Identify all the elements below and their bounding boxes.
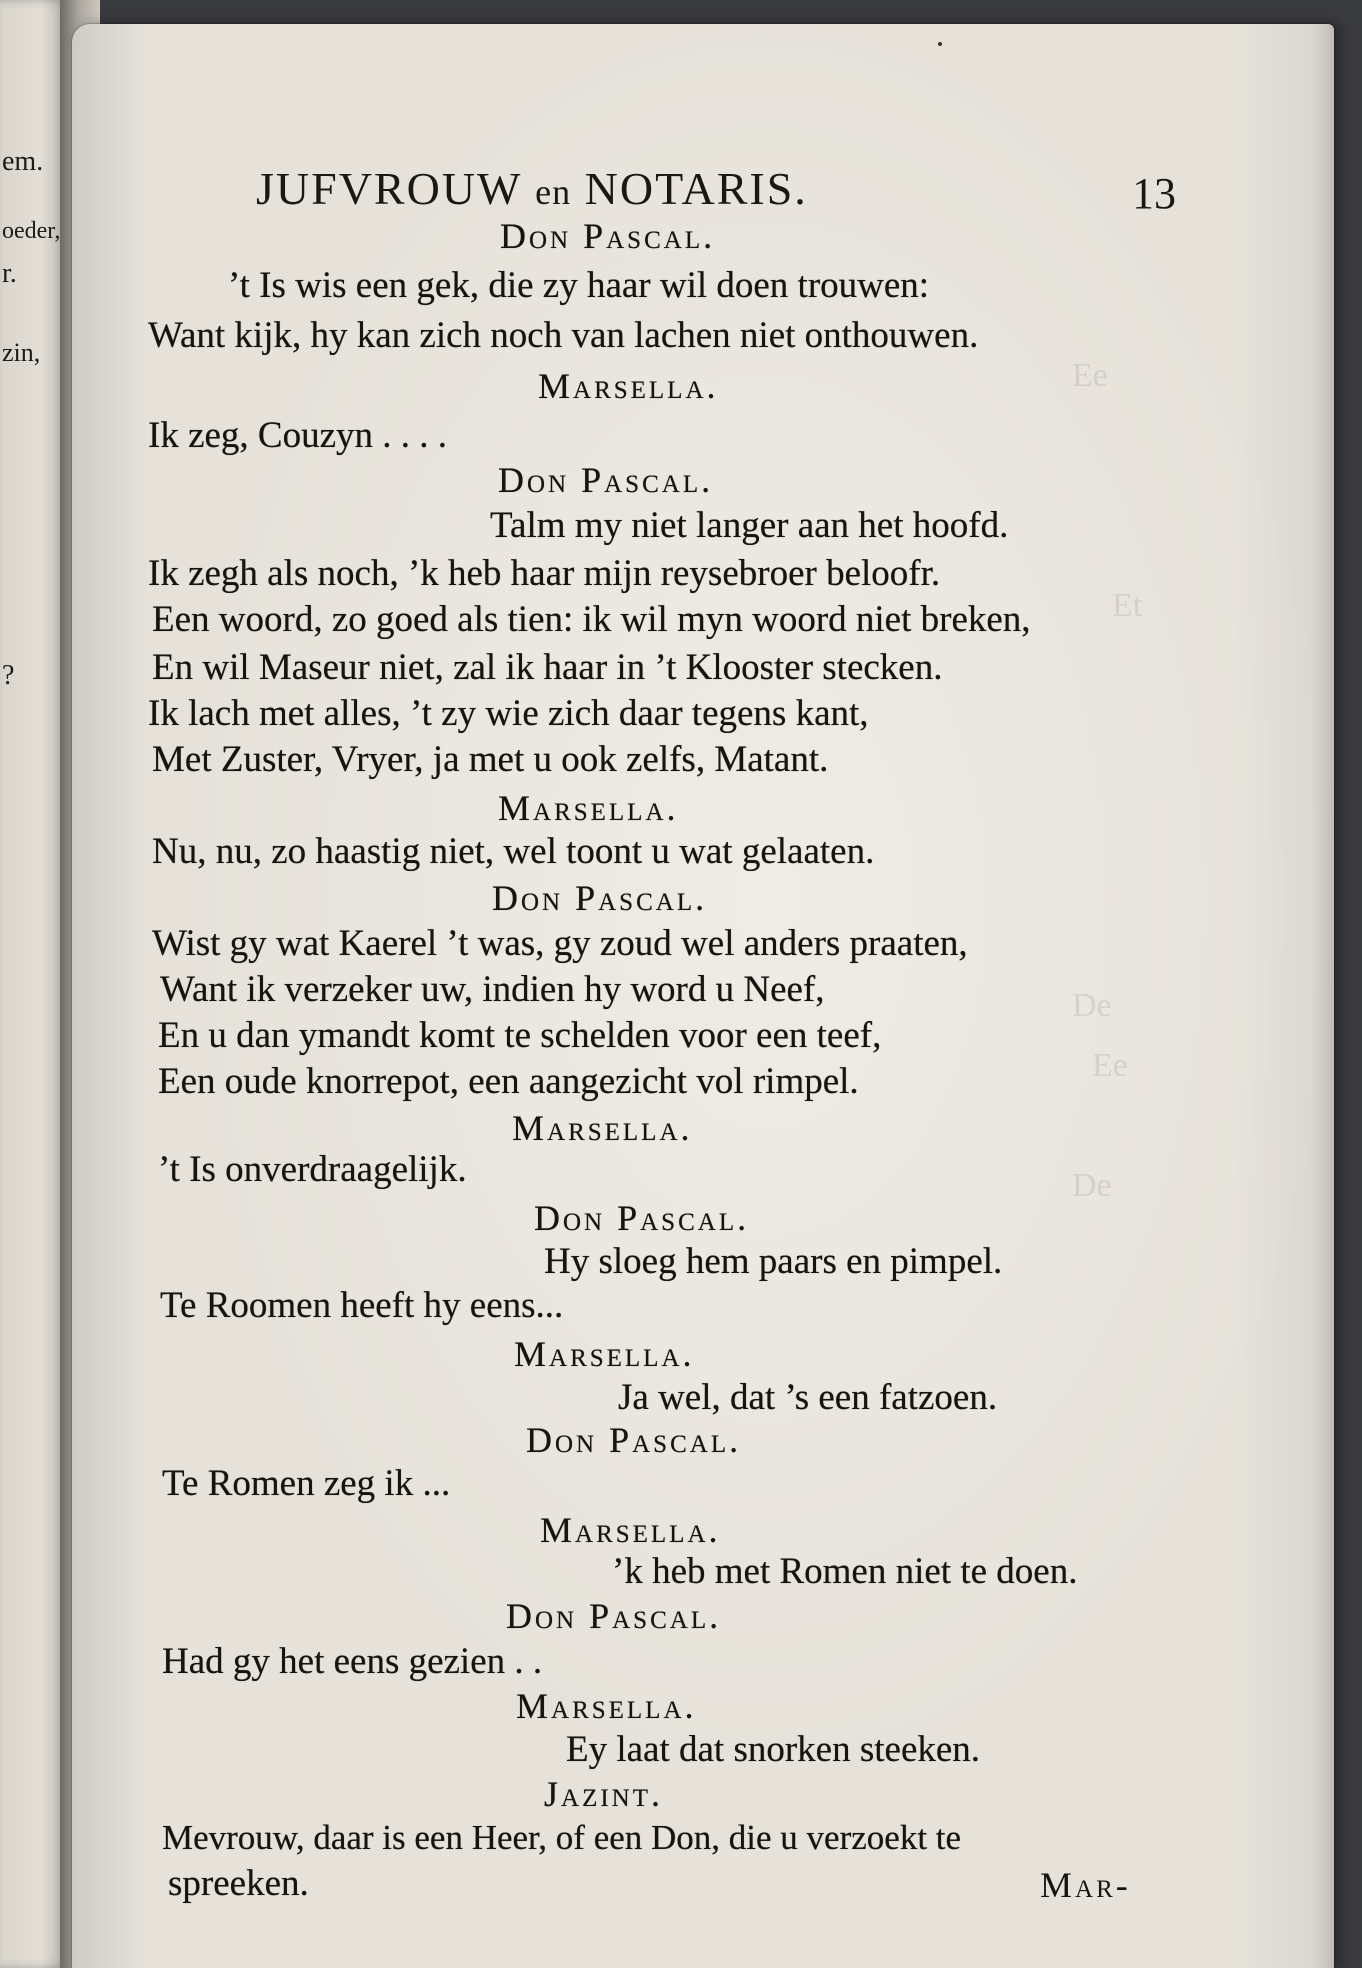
verse-line: En wil Maseur niet, zal ik haar in ’t Klooster stecken. (152, 647, 943, 688)
show-through-text: Ee (1072, 357, 1108, 394)
verse-line: Te Romen zeg ik ... (162, 1463, 451, 1504)
left-page-fragment: oeder, (2, 218, 61, 244)
speaker-name: Marsella. (538, 366, 719, 406)
show-through-text: De (1072, 987, 1112, 1024)
left-page-fragment: ? (2, 660, 15, 691)
verse-line: Talm my niet langer aan het hoofd. (490, 505, 1009, 546)
verse-line: Een woord, zo goed als tien: ik wil myn woord niet breken, (152, 599, 1031, 640)
left-page-fragment: em. (2, 146, 44, 177)
verse-line: ’t Is wis een gek, die zy haar wil doen trouwen: (228, 265, 930, 306)
verse-line: Hy sloeg hem paars en pimpel. (544, 1241, 1003, 1282)
verse-line: Want ik verzeker uw, indien hy word u Neef, (160, 969, 825, 1010)
verse-line: Te Roomen heeft hy eens... (160, 1285, 564, 1326)
speaker-name: Don Pascal. (534, 1198, 750, 1238)
speaker-name: Marsella. (540, 1510, 721, 1550)
running-head-title: JUFVROUW (256, 163, 522, 214)
verse-line: ’t Is onverdraagelijk. (158, 1149, 467, 1190)
verse-line: Ja wel, dat ’s een fatzoen. (618, 1377, 998, 1418)
running-head (256, 162, 808, 215)
verse-line: Met Zuster, Vryer, ja met u ook zelfs, Matant. (152, 739, 829, 780)
speaker-name: Don Pascal. (492, 878, 708, 918)
page-edge-shadow (1312, 24, 1334, 1968)
left-page-fragment: zin, (2, 338, 41, 367)
left-facing-page (0, 0, 68, 1968)
verse-line: Wist gy wat Kaerel ’t was, gy zoud wel anders praaten, (152, 923, 968, 964)
speaker-name: Marsella. (516, 1686, 697, 1726)
verse-line: spreeken. (168, 1863, 309, 1904)
speaker-name: Don Pascal. (526, 1420, 742, 1460)
running-head-joiner: en (535, 172, 572, 212)
verse-line: Ik zegh als noch, ’k heb haar mijn reysebroer beloofr. (148, 553, 941, 594)
left-page-fragment: r. (2, 258, 17, 289)
speaker-name: Marsella. (498, 788, 679, 828)
verse-line: Ey laat dat snorken steeken. (566, 1729, 981, 1770)
speaker-name: Jazint. (544, 1774, 663, 1814)
verse-line: En u dan ymandt komt te schelden voor een teef, (158, 1015, 882, 1056)
catchword: Mar- (1040, 1865, 1131, 1905)
running-head-title-2: NOTARIS. (584, 163, 808, 214)
verse-line: Mevrouw, daar is een Heer, of een Don, die u verzoekt te (162, 1818, 962, 1857)
speaker-name: Marsella. (514, 1334, 695, 1374)
verse-line: Want kijk, hy kan zich noch van lachen niet onthouwen. (148, 315, 979, 356)
verse-line: ’k heb met Romen niet te doen. (612, 1551, 1078, 1592)
verse-line: Ik zeg, Couzyn . . . . (148, 415, 448, 456)
show-through-text: Et (1112, 587, 1143, 624)
verse-line: Ik lach met alles, ’t zy wie zich daar tegens kant, (148, 693, 869, 734)
page-number: 13 (1132, 169, 1176, 218)
ink-speck (938, 42, 942, 46)
verse-line: Nu, nu, zo haastig niet, wel toont u wat gelaaten. (152, 831, 875, 872)
verse-line: Een oude knorrepot, een aangezicht vol rimpel. (158, 1061, 859, 1102)
speaker-name: Don Pascal. (498, 460, 714, 500)
speaker-name: Marsella. (512, 1108, 693, 1148)
speaker-name: Don Pascal. (506, 1596, 722, 1636)
show-through-text: Ee (1092, 1047, 1128, 1084)
verse-line: Had gy het eens gezien . . (162, 1641, 543, 1682)
show-through-text: De (1072, 1167, 1112, 1204)
speaker-name: Don Pascal. (500, 216, 716, 256)
